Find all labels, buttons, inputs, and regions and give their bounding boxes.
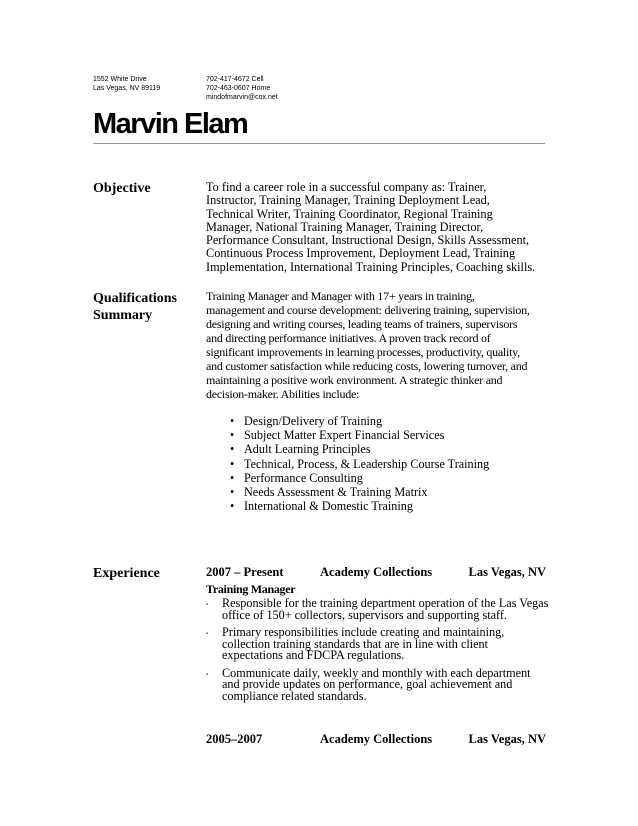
header-divider: [93, 143, 545, 144]
objective-line: Manager, National Training Manager, Training Director,: [206, 219, 484, 234]
phone-email-block: [206, 75, 278, 102]
candidate-name: Marvin Elam: [93, 108, 248, 140]
objective-line: Instructor, Training Manager, Training Deployment Lead,: [206, 193, 490, 208]
qualifications-heading: [93, 290, 177, 324]
list-item: • International & Domestic Training: [206, 499, 489, 513]
phone-cell: 702-417-4672 Cell: [206, 76, 264, 83]
abilities-list: [206, 414, 489, 513]
objective-line: Technical Writer, Training Coordinator, Regional Training: [206, 206, 493, 221]
experience-heading: Experience: [93, 566, 160, 581]
objective-text: [206, 181, 551, 274]
email: mindofmarvin@cox.net: [206, 94, 278, 101]
job-duties-list: [206, 598, 551, 708]
qualifications-line: designing and writing courses, leading teams of trainers, supervisors: [206, 317, 518, 331]
list-item: • Design/Delivery of Training: [206, 414, 489, 428]
job-location: Las Vegas, NV: [468, 565, 546, 579]
list-item: ▪ Responsible for the training department operation of the Las Vegas office of 150+ collectors, supervisors and supporting staff.: [206, 598, 551, 621]
objective-heading: Objective: [93, 181, 151, 196]
qualifications-line: maintaining a positive work environment. A strategic thinker and: [206, 373, 503, 387]
qualifications-line: Training Manager and Manager with 17+ years in training,: [206, 289, 475, 303]
qualifications-line: management and course development: delivering training, supervision,: [206, 303, 530, 317]
qualifications-heading-line-1: Qualifications: [93, 291, 178, 306]
list-item: • Technical, Process, & Leadership Course Training: [206, 457, 489, 471]
address-line-2: Las Vegas, NV 89119: [93, 85, 161, 92]
job-dates: 2007 – Present: [206, 565, 284, 579]
qualifications-text: [206, 289, 551, 401]
address-block: [93, 75, 160, 93]
phone-home: 702-463-0607 Home: [206, 85, 271, 92]
job-company: Academy Collections: [320, 732, 433, 746]
qualifications-heading-line-2: Summary: [93, 308, 153, 323]
list-item: ▪ Primary responsibilities include creating and maintaining, collection training standards that are in line with client expectations and FDCPA regulations.: [206, 627, 551, 662]
list-item: ▪ Communicate daily, weekly and monthly with each department and provide updates on performance, goal achievement and compliance related standards.: [206, 668, 551, 703]
objective-line: Performance Consultant, Instructional Design, Skills Assessment,: [206, 233, 530, 248]
qualifications-line: and directing performance initiatives. A proven track record of: [206, 331, 491, 345]
address-line-1: 1552 White Drive: [93, 76, 147, 83]
objective-line: Continuous Process Improvement, Deployment Lead, Training: [206, 246, 516, 261]
job-location: Las Vegas, NV: [468, 732, 546, 746]
qualifications-line: decision-maker. Abilities include:: [206, 387, 360, 401]
qualifications-line: significant improvements in learning processes, productivity, quality,: [206, 345, 520, 359]
job-company: Academy Collections: [320, 565, 433, 579]
list-item: • Subject Matter Expert Financial Services: [206, 428, 489, 442]
objective-line: Implementation, International Training Principles, Coaching skills.: [206, 259, 536, 274]
objective-line: To find a career role in a successful company as: Trainer,: [206, 180, 487, 194]
qualifications-line: and customer satisfaction while reducing costs, lowering turnover, and: [206, 359, 528, 373]
list-item: • Adult Learning Principles: [206, 442, 489, 456]
list-item: • Performance Consulting: [206, 471, 489, 485]
job-dates: 2005–2007: [206, 732, 263, 746]
list-item: • Needs Assessment & Training Matrix: [206, 485, 489, 499]
job-title: Training Manager: [206, 582, 296, 596]
